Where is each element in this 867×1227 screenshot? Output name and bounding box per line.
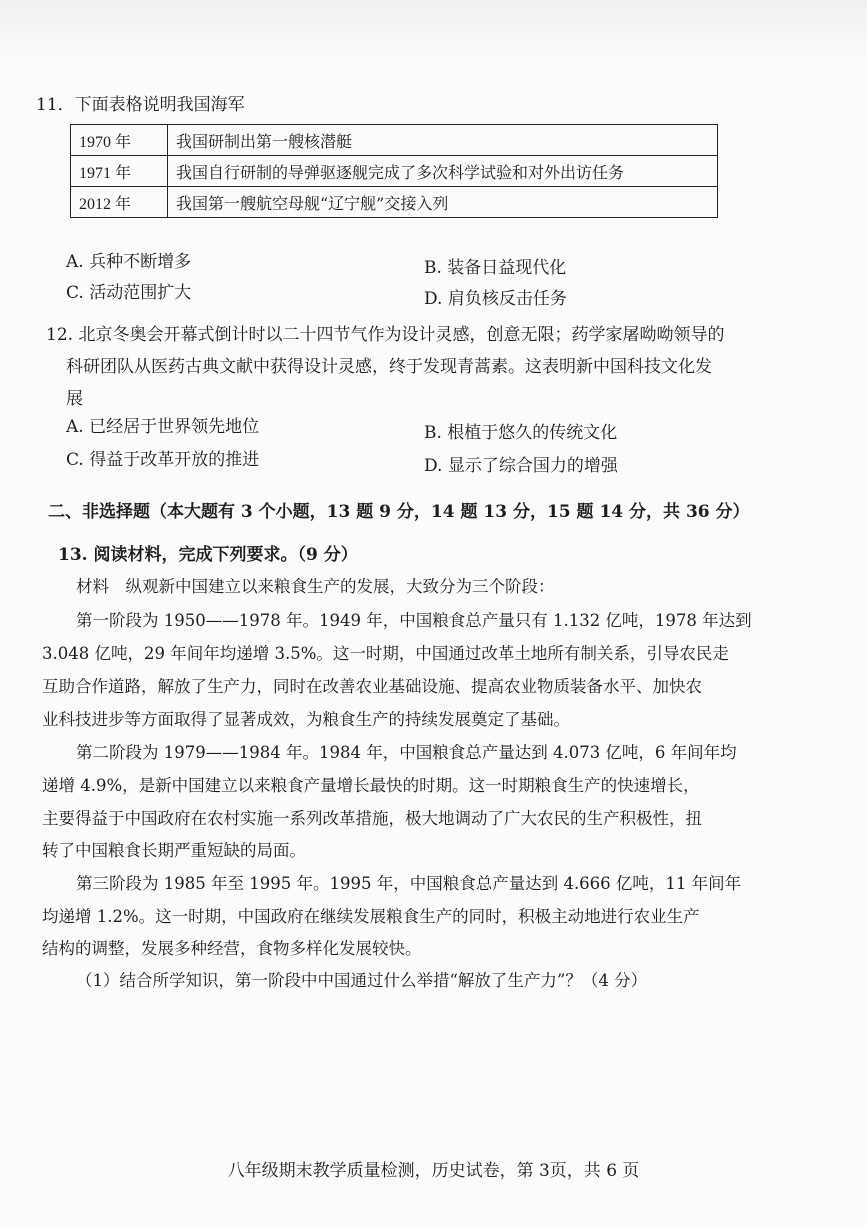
q13-p1-line: 互助合作道路，解放了生产力，同时在改善农业基础设施、提高农业物质装备水平、加快农 xyxy=(42,677,702,696)
q13-p2-line: 第二阶段为 1979——1984 年。1984 年，中国粮食总产量达到 4.073 亿吨，6 年间年均 xyxy=(76,743,737,762)
q12-line-1: 12. 北京冬奥会开幕式倒计时以二十四节气作为设计灵感，创意无限；药学家屠呦呦领导的 xyxy=(46,325,725,345)
q11-option-a: A. 兵种不断增多 xyxy=(66,252,192,272)
q13-p1-line: 3.048 亿吨，29 年间年均递增 3.5%。这一时期，中国通过改革土地所有制关系，引导农民走 xyxy=(42,644,729,663)
table-cell-event: 我国第一艘航空母舰“辽宁舰”交接入列 xyxy=(168,187,718,218)
table-cell-event: 我国研制出第一艘核潜艇 xyxy=(168,125,718,156)
q11-table xyxy=(70,124,718,218)
table-cell-year: 1970 年 xyxy=(71,125,168,156)
q12-line-2: 科研团队从医药古典文献中获得设计灵感，终于发现青蒿素。这表明新中国科技文化发 xyxy=(66,357,712,377)
q13-p1-line: 第一阶段为 1950——1978 年。1949 年，中国粮食总产量只有 1.132 亿吨，1978 年达到 xyxy=(76,611,752,630)
section-heading: 二、非选择题（本大题有 3 个小题，13 题 9 分，14 题 13 分，15 题 14 分，共 36 分） xyxy=(48,502,750,522)
table-cell-event: 我国自行研制的导弹驱逐舰完成了多次科学试验和对外出访任务 xyxy=(168,156,718,187)
q11-stem: 11．下面表格说明我国海军 xyxy=(36,95,245,115)
q12-line-3: 展 xyxy=(66,389,83,409)
table-row xyxy=(71,125,718,156)
scan-shadow xyxy=(0,0,867,60)
q13-p3-line: 第三阶段为 1985 年至 1995 年。1995 年，中国粮食总产量达到 4.666 亿吨，11 年间年 xyxy=(76,874,742,893)
q13-p2-line: 递增 4.9%，是新中国建立以来粮食产量增长最快的时期。这一时期粮食生产的快速增长， xyxy=(42,776,700,795)
q11-option-c: C. 活动范围扩大 xyxy=(66,283,192,303)
q11-option-d: D. 肩负核反击任务 xyxy=(424,289,567,309)
table-row xyxy=(71,187,718,218)
q13-p1-line: 业科技进步等方面取得了显著成效，为粮食生产的持续发展奠定了基础。 xyxy=(42,710,570,729)
q11-option-b: B. 装备日益现代化 xyxy=(424,258,567,278)
q12-option-d: D. 显示了综合国力的增强 xyxy=(424,456,618,476)
q12-option-c: C. 得益于改革开放的推进 xyxy=(66,450,260,470)
q13-p3-line: 结构的调整，发展多种经营，食物多样化发展较快。 xyxy=(42,939,422,958)
q12-option-a: A. 已经居于世界领先地位 xyxy=(66,417,260,437)
q13-subquestion-1: （1）结合所学知识，第一阶段中中国通过什么举措“解放了生产力”？（4 分） xyxy=(76,971,648,990)
page-footer: 八年级期末教学质量检测，历史试卷，第 3页，共 6 页 xyxy=(227,1161,640,1181)
q13-stem: 13. 阅读材料，完成下列要求。（9 分） xyxy=(58,545,358,565)
table-cell-year: 1971 年 xyxy=(71,156,168,187)
table-row xyxy=(71,156,718,187)
q13-material-intro: 材料 纵观新中国建立以来粮食生产的发展，大致分为三个阶段： xyxy=(76,577,555,596)
q13-p2-line: 主要得益于中国政府在农村实施一系列改革措施，极大地调动了广大农民的生产积极性，扭 xyxy=(42,809,702,828)
table-cell-year: 2012 年 xyxy=(71,187,168,218)
q12-option-b: B. 根植于悠久的传统文化 xyxy=(424,423,618,443)
q13-p2-line: 转了中国粮食长期严重短缺的局面。 xyxy=(42,841,306,860)
q13-p3-line: 均递增 1.2%。这一时期，中国政府在继续发展粮食生产的同时，积极主动地进行农业生产 xyxy=(42,907,700,926)
